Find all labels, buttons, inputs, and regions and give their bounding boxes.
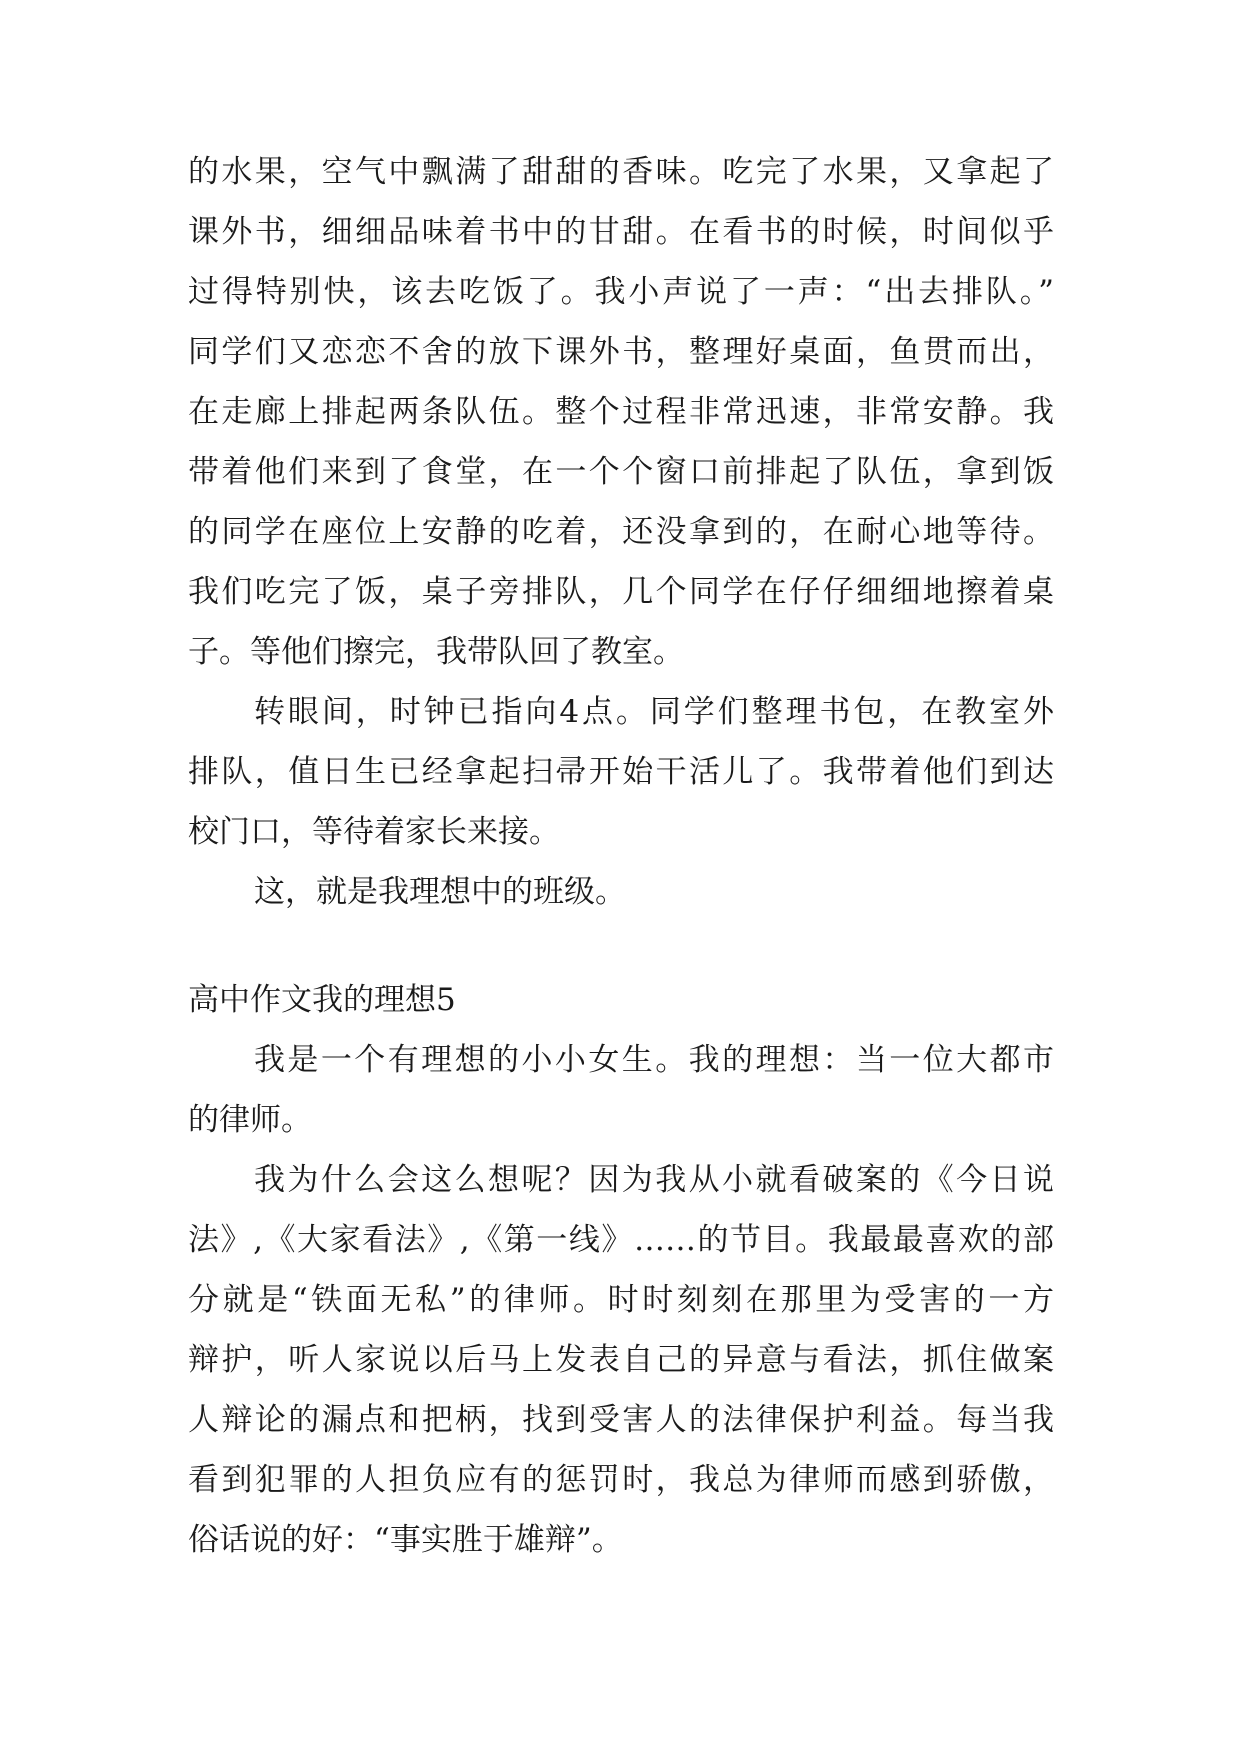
- paragraph-1-line-4: 同学们又恋恋不舍的放下课外书，整理好桌面，鱼贯而出，: [188, 334, 1054, 370]
- paragraph-1-line-3: 过得特别快，该去吃饭了。我小声说了一声：“出去排队。”: [188, 274, 1054, 310]
- paragraph-5-line-2: 法》,《大家看法》,《第一线》……的节目。我最最喜欢的部: [188, 1222, 1054, 1258]
- paragraph-4-line-1: 我是一个有理想的小小女生。我的理想：当一位大都市: [254, 1042, 1054, 1078]
- paragraph-5-line-6: 看到犯罪的人担负应有的惩罚时，我总为律师而感到骄傲，: [188, 1462, 1054, 1498]
- paragraph-5-line-1: 我为什么会这么想呢？因为我从小就看破案的《今日说: [254, 1162, 1054, 1198]
- paragraph-3-line-1: 这，就是我理想中的班级。: [254, 874, 626, 910]
- paragraph-5-line-7: 俗话说的好：“事实胜于雄辩”。: [188, 1522, 623, 1558]
- paragraph-2-line-3: 校门口，等待着家长来接。: [188, 814, 560, 850]
- paragraph-5-line-5: 人辩论的漏点和把柄，找到受害人的法律保护利益。每当我: [188, 1402, 1054, 1438]
- paragraph-5-line-3: 分就是“铁面无私”的律师。时时刻刻在那里为受害的一方: [188, 1282, 1054, 1318]
- paragraph-4-line-2: 的律师。: [188, 1102, 312, 1138]
- essay-heading: 高中作文我的理想5: [188, 982, 456, 1018]
- paragraph-1-line-6: 带着他们来到了食堂，在一个个窗口前排起了队伍，拿到饭: [188, 454, 1054, 490]
- paragraph-1-line-5: 在走廊上排起两条队伍。整个过程非常迅速，非常安静。我: [188, 394, 1054, 430]
- paragraph-1-line-7: 的同学在座位上安静的吃着，还没拿到的，在耐心地等待。: [188, 514, 1054, 550]
- paragraph-2-line-2: 排队，值日生已经拿起扫帚开始干活儿了。我带着他们到达: [188, 754, 1054, 790]
- paragraph-5-line-4: 辩护，听人家说以后马上发表自己的异意与看法，抓住做案: [188, 1342, 1054, 1378]
- paragraph-1-line-2: 课外书，细细品味着书中的甘甜。在看书的时候，时间似乎: [188, 214, 1054, 250]
- paragraph-2-line-1: 转眼间，时钟已指向4点。同学们整理书包，在教室外: [254, 694, 1054, 730]
- paragraph-1-line-9: 子。等他们擦完，我带队回了教室。: [188, 634, 684, 670]
- paragraph-1-line-8: 我们吃完了饭，桌子旁排队，几个同学在仔仔细细地擦着桌: [188, 574, 1054, 610]
- paragraph-1-line-1: 的水果，空气中飘满了甜甜的香味。吃完了水果，又拿起了: [188, 154, 1054, 190]
